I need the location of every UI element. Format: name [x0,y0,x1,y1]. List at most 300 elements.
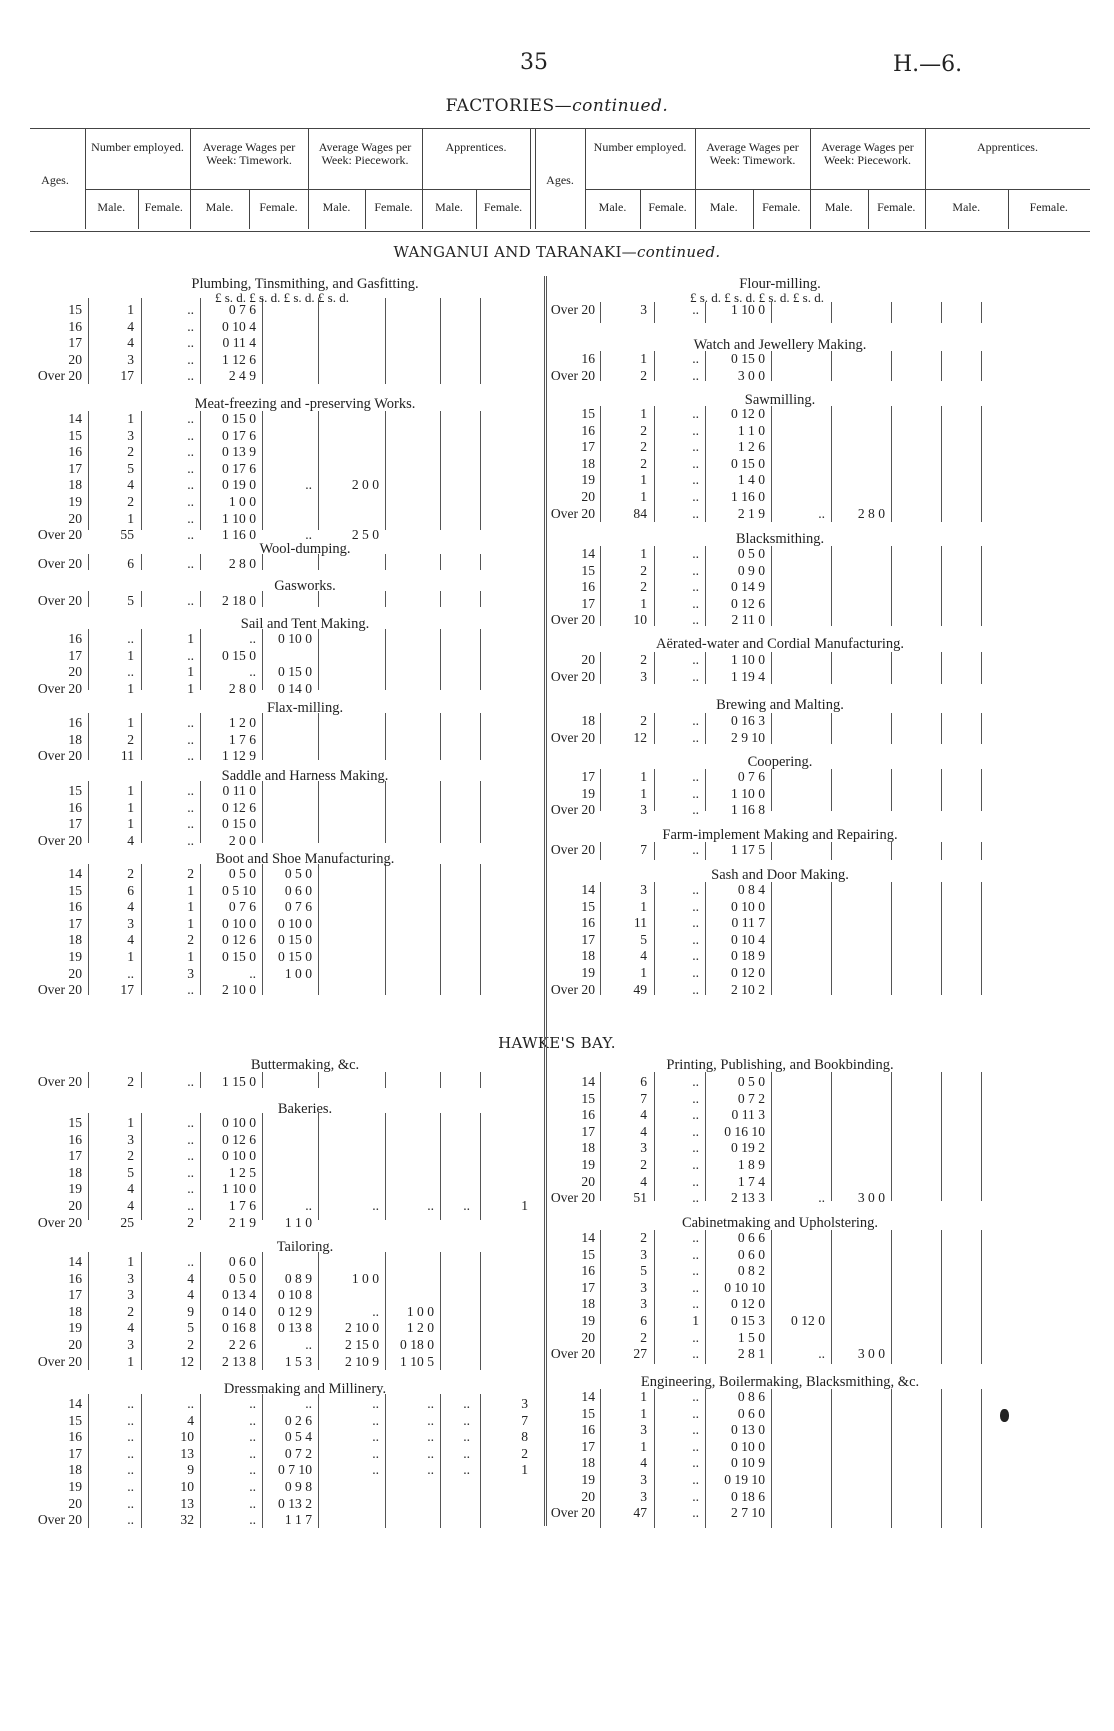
value-cell: 1 [640,785,647,801]
value-cell: 0 16 10 [724,1123,765,1139]
value-cell: 7 [521,1412,528,1428]
value-cell: 2 5 0 [351,527,379,543]
section-title: Coopering. [747,754,813,770]
table-row [0,1389,1114,1405]
value-cell: .. [305,1396,312,1411]
value-cell: .. [692,422,699,438]
age-cell: 20 [581,652,595,667]
value-cell: 0 10 0 [222,1148,256,1164]
age-cell: 16 [581,1263,595,1279]
value-cell: .. [692,439,699,455]
value-cell: 1 [127,783,134,798]
table-row [0,842,1114,858]
value-cell: 0 6 0 [228,1254,256,1269]
value-cell: 0 14 9 [731,579,765,595]
value-cell: 1 [640,1389,647,1404]
value-cell: .. [692,367,699,383]
table-row [0,1091,1114,1107]
value-cell: .. [692,1455,699,1471]
value-cell: 0 12 0 [731,406,765,421]
value-cell: .. [692,612,699,628]
table-row [0,748,1114,764]
age-cell: 16 [68,318,82,334]
age-cell: 15 [581,1246,595,1262]
header-male: Male. [322,200,351,214]
value-cell: 0 15 0 [222,411,256,426]
value-cell: 1 [187,664,194,680]
age-cell: 16 [68,631,82,646]
value-cell: 3 [127,1270,134,1286]
table-row [0,456,1114,472]
table-row [0,335,1114,351]
value-cell: 2 10 2 [731,981,765,997]
header-female: Female. [762,200,801,214]
age-cell: 18 [68,1164,82,1180]
value-cell: .. [818,1190,825,1206]
value-cell: 1 10 5 [400,1353,434,1369]
age-cell: 17 [68,1287,82,1303]
value-cell: .. [187,1074,194,1089]
table-row [0,406,1114,422]
value-cell: .. [692,785,699,801]
value-cell: .. [305,477,312,493]
money-units-header: £ s. d. £ s. d. £ s. d. £ s. d. [690,290,824,305]
value-cell: 4 [640,1455,647,1471]
value-cell: 9 [187,1462,194,1478]
table-row [0,1439,1114,1455]
value-cell: .. [692,1488,699,1504]
header-group: Average Wages per Week: Piecework. [821,140,914,167]
value-cell: 2 [127,1148,134,1164]
value-cell: .. [187,335,194,351]
value-cell: .. [249,1445,256,1461]
value-cell: 2 [640,579,647,595]
value-cell: .. [692,898,699,914]
age-cell: 14 [581,1389,595,1404]
value-cell: 0 13 9 [222,444,256,460]
table-row [0,1074,1114,1090]
value-cell: 1 [521,1462,528,1478]
value-cell: 1 7 4 [737,1173,765,1189]
value-cell: 0 15 0 [731,351,765,366]
value-cell: 1 1 0 [284,1214,312,1230]
value-cell: .. [187,556,194,571]
value-cell: 0 18 0 [400,1337,434,1352]
value-cell: 10 [180,1429,194,1445]
value-cell: 0 10 10 [724,1279,765,1295]
value-cell: 0 13 4 [222,1287,256,1303]
section-title: Cabinetmaking and Upholstering. [681,1215,879,1231]
age-cell: 20 [581,1173,595,1189]
age-cell: 20 [68,1337,82,1352]
age-cell: 17 [581,439,595,455]
value-cell: 0 12 0 [731,965,765,980]
value-cell: 1 [521,1198,528,1213]
table-row [0,1280,1114,1296]
value-cell: 6 [127,556,134,571]
header-rule [585,129,586,229]
age-cell: 15 [68,882,82,898]
value-cell: .. [692,842,699,857]
value-cell: 2 [187,932,194,948]
age-cell: 19 [581,785,595,801]
value-cell: 0 16 3 [731,713,765,728]
age-cell: Over 20 [37,1353,82,1369]
value-cell: 4 [187,1287,194,1303]
age-cell: Over 20 [550,842,595,857]
header-male: Male. [435,200,463,214]
value-cell: .. [249,1495,256,1511]
age-cell: 15 [68,1115,82,1130]
value-cell: .. [463,1462,470,1478]
section-title: Wool-dumping. [259,541,351,557]
age-cell: Over 20 [550,981,595,997]
value-cell: 3 [640,1140,647,1156]
value-cell: .. [187,494,194,509]
value-cell: .. [372,1445,379,1461]
table-row [0,596,1114,612]
value-cell: 0 2 6 [284,1412,312,1428]
value-cell: 1 2 0 [228,715,256,730]
age-cell: 18 [581,1140,595,1156]
value-cell: 0 12 0 [791,1313,825,1328]
section-title: Flax-milling. [266,700,344,716]
value-cell: .. [187,510,194,526]
age-cell: Over 20 [550,612,595,628]
value-cell: .. [187,731,194,747]
value-cell: 0 12 6 [222,932,256,948]
value-cell: .. [463,1198,470,1213]
value-cell: 0 5 4 [284,1429,312,1445]
value-cell: 1 10 0 [731,785,765,801]
value-cell: .. [818,1346,825,1362]
age-cell: 16 [68,899,82,915]
value-cell: 0 17 6 [222,427,256,443]
section-title: Watch and Jewellery Making. [693,337,867,353]
value-cell: 4 [127,477,134,493]
value-cell: .. [127,664,134,680]
header-rule [190,129,191,229]
value-cell: 1 17 5 [731,842,765,857]
value-cell: 1 [187,899,194,915]
header-female: Female. [877,200,916,214]
value-cell: 13 [180,1445,194,1461]
value-cell: 0 15 0 [222,647,256,663]
value-cell: .. [187,1181,194,1197]
value-cell: .. [187,982,194,998]
value-cell: 0 8 2 [737,1263,765,1279]
section-title: Dressmaking and Millinery. [223,1381,387,1397]
value-cell: .. [187,783,194,798]
value-cell: 0 15 0 [278,664,312,680]
value-cell: .. [305,1337,312,1352]
value-cell: .. [187,1198,194,1213]
value-cell: 2 [640,652,647,667]
value-cell: 0 15 0 [731,455,765,471]
table-row [0,439,1114,455]
value-cell: 0 19 2 [731,1140,765,1156]
value-cell: 6 [640,1313,647,1328]
value-cell: 0 5 0 [228,1270,256,1286]
value-cell: 2 2 6 [228,1337,256,1352]
value-cell: 0 8 9 [284,1270,312,1286]
value-cell: 0 12 6 [222,1131,256,1147]
value-cell: 4 [640,948,647,964]
value-cell: 3 0 0 [857,1190,885,1206]
value-cell: 17 [120,368,134,384]
section-title: Boot and Shoe Manufacturing. [215,851,395,867]
value-cell: 0 14 0 [222,1303,256,1319]
header-male: Male. [952,200,981,214]
value-cell: 2 [187,866,194,881]
header-male: Male. [97,200,126,214]
value-cell: 2 8 1 [737,1346,765,1362]
table-row [0,915,1114,931]
value-cell: 4 [640,1123,647,1139]
value-cell: 2 [640,367,647,383]
table-row [0,932,1114,948]
table-row [0,1230,1114,1246]
age-cell: 17 [581,1438,595,1454]
value-cell: 3 [640,1279,647,1295]
value-cell: 4 [127,1198,134,1213]
age-cell: 18 [68,1303,82,1319]
section-title: Sail and Tent Making. [240,616,370,632]
age-cell: 19 [581,965,595,980]
value-cell: 3 [640,802,647,818]
value-cell: 0 15 3 [731,1313,765,1328]
header-group: Apprentices. [445,140,507,154]
value-cell: .. [187,444,194,460]
age-cell: 15 [68,783,82,798]
table-row [0,652,1114,668]
value-cell: .. [692,351,699,366]
value-cell: .. [187,647,194,663]
value-cell: 1 [640,489,647,504]
age-cell: 17 [581,1279,595,1295]
age-cell: 19 [68,1181,82,1197]
age-cell: 18 [581,455,595,471]
section-title: Saddle and Harness Making. [221,768,389,784]
value-cell: .. [818,505,825,521]
age-cell: 18 [581,1455,595,1471]
value-cell: .. [692,455,699,471]
value-cell: 2 1 9 [228,1214,256,1230]
table-row [0,1124,1114,1140]
value-cell: 1 16 0 [222,527,256,543]
value-cell: 3 [640,302,647,317]
value-cell: 7 [640,842,647,857]
table-row [0,1313,1114,1329]
value-cell: 1 [640,595,647,611]
header-rule [308,129,309,229]
age-cell: Over 20 [550,802,595,818]
value-cell: 8 [521,1429,528,1445]
value-cell: .. [692,729,699,745]
value-cell: .. [372,1396,379,1411]
value-cell: 0 5 0 [228,866,256,881]
section-title: Meat-freezing and -preserving Works. [194,396,416,412]
value-cell: 3 [640,1246,647,1262]
table-row [0,786,1114,802]
value-cell: .. [463,1445,470,1461]
value-cell: .. [127,1479,134,1494]
value-cell: 0 13 0 [731,1422,765,1438]
running-title-main: FACTORIES— [445,96,573,116]
value-cell: 2 [127,866,134,881]
value-cell: 1 5 3 [284,1353,312,1369]
value-cell: 1 12 9 [222,748,256,764]
value-cell: .. [692,1263,699,1279]
section-title: Sash and Door Making. [711,867,849,883]
table-row [0,1263,1114,1279]
value-cell: .. [249,1479,256,1494]
value-cell: 1 [640,1438,647,1454]
value-cell: .. [187,1164,194,1180]
value-cell: 0 10 0 [731,1438,765,1454]
value-cell: .. [372,1303,379,1319]
value-cell: 6 [640,1074,647,1089]
table-row [0,713,1114,729]
table-row [0,612,1114,628]
value-cell: .. [692,1472,699,1487]
age-cell: Over 20 [37,1214,82,1230]
value-cell: .. [692,965,699,980]
header-group: Average Wages per Week: Piecework. [318,140,412,167]
section-title: Gasworks. [274,578,336,594]
value-cell: 9 [187,1303,194,1319]
header-female: Female. [648,200,687,214]
age-cell: 17 [581,931,595,947]
value-cell: .. [372,1412,379,1428]
value-cell: 1 19 4 [731,668,765,684]
value-cell: 2 8 0 [228,556,256,571]
value-cell: 0 15 0 [278,949,312,964]
age-cell: 17 [68,460,82,476]
value-cell: .. [187,1396,194,1411]
value-cell: .. [427,1412,434,1428]
column-header [30,128,1090,232]
value-cell: 1 [127,680,134,696]
value-cell: 51 [633,1190,647,1206]
header-rule [810,129,811,229]
value-cell: 0 6 0 [737,1246,765,1262]
value-cell: 2 [640,1230,647,1245]
table-row [0,1140,1114,1156]
value-cell: 1 [187,949,194,964]
value-cell: 27 [633,1346,647,1362]
value-cell: .. [427,1198,434,1213]
age-cell: Over 20 [37,556,82,571]
value-cell: 13 [180,1495,194,1511]
age-cell: 19 [581,1313,595,1328]
value-cell: .. [692,302,699,317]
value-cell: 1 [127,799,134,815]
value-cell: 84 [633,505,647,521]
value-cell: 17 [120,982,134,998]
value-cell: 1 4 0 [737,472,765,488]
value-cell: 6 [127,882,134,898]
value-cell: 3 [640,1296,647,1312]
age-cell: Over 20 [550,505,595,521]
age-cell: 16 [581,915,595,931]
age-cell: Over 20 [550,668,595,684]
value-cell: 2 [127,1074,134,1089]
section-title: Plumbing, Tinsmithing, and Gasfitting. [191,276,419,292]
value-cell: 1 [187,915,194,931]
value-cell: 11 [633,915,647,931]
value-cell: 2 [640,439,647,455]
region-heading-wanganui [0,243,1114,261]
value-cell: 2 10 0 [222,982,256,998]
age-cell: 18 [581,1296,595,1312]
table-row [0,948,1114,964]
value-cell: 4 [127,1181,134,1197]
value-cell: 1 10 0 [731,302,765,317]
age-cell: 20 [68,1495,82,1511]
age-cell: 14 [581,1074,595,1089]
value-cell: 1 7 6 [228,1198,256,1213]
header-male: Male. [205,200,234,214]
value-cell: .. [427,1429,434,1445]
value-cell: .. [692,546,699,561]
value-cell: .. [692,1329,699,1345]
value-cell: 1 8 9 [737,1157,765,1172]
age-cell: 16 [68,799,82,815]
table-row [0,1422,1114,1438]
age-cell: Over 20 [37,527,82,543]
value-cell: .. [427,1462,434,1478]
region-heading-hawkes-bay [0,1034,1114,1052]
age-cell: 17 [68,816,82,832]
value-cell: 0 10 8 [278,1287,312,1303]
age-cell: 15 [68,302,82,317]
header-group: Number employed. [593,140,687,154]
value-cell: .. [372,1462,379,1478]
value-cell: 1 [127,1115,134,1130]
value-cell: 0 12 6 [731,595,765,611]
header-female: Female. [374,200,413,214]
age-cell: 17 [68,647,82,663]
value-cell: 0 8 4 [737,882,765,897]
table-row [0,1247,1114,1263]
section-title: Printing, Publishing, and Bookbinding. [666,1057,894,1073]
value-cell: 1 [640,406,647,421]
age-cell: 20 [68,510,82,526]
value-cell: .. [249,1512,256,1528]
value-cell: 2 [187,1337,194,1352]
age-cell: 18 [68,1462,82,1478]
value-cell: .. [187,460,194,476]
header-female: Female. [1029,200,1068,214]
value-cell: 2 0 0 [351,477,379,493]
value-cell: .. [463,1412,470,1428]
value-cell: 2 15 0 [345,1337,379,1352]
table-row [0,1505,1114,1521]
age-cell: 18 [68,932,82,948]
value-cell: .. [692,1505,699,1521]
value-cell: 1 1 7 [284,1512,312,1528]
value-cell: 0 12 6 [222,799,256,815]
value-cell: 0 11 7 [731,915,765,931]
value-cell: 2 10 0 [345,1320,379,1336]
value-cell: 3 0 0 [857,1346,885,1362]
value-cell: 2 0 0 [228,832,256,848]
value-cell: .. [187,351,194,367]
value-cell: 0 10 4 [222,318,256,334]
value-cell: .. [249,1429,256,1445]
value-cell: .. [187,593,194,608]
